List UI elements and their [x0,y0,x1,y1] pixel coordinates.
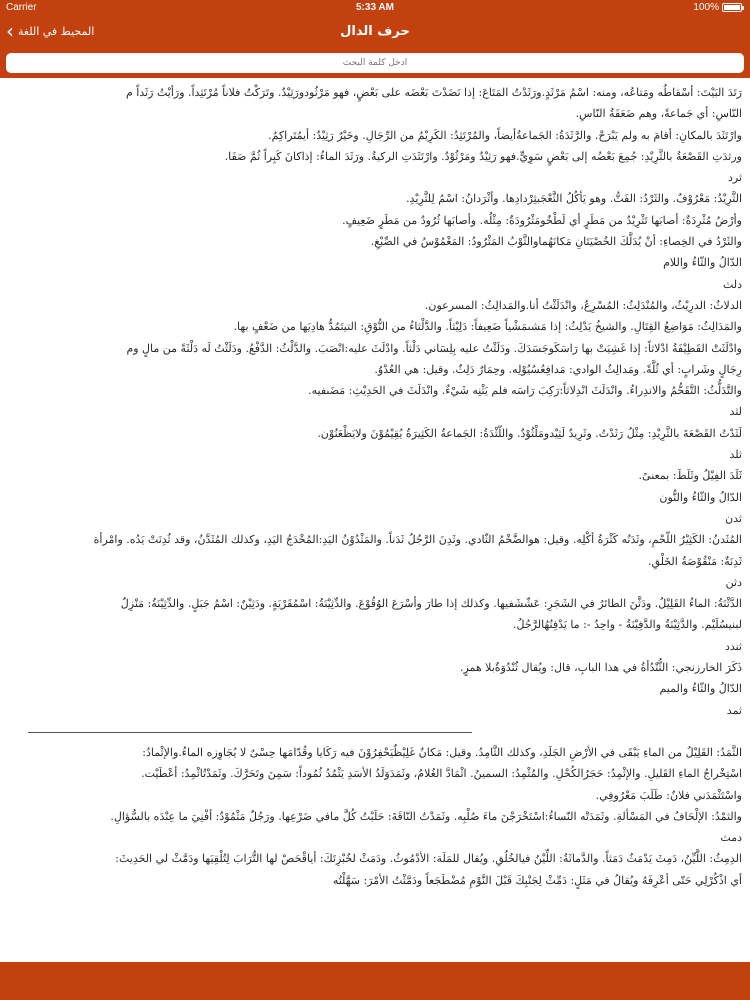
root-heading: دلث [722,277,742,291]
entry-line: ثَدِنَةٌ: مَنْقُوْصَةُ الخَلْقِ. [647,554,742,568]
entry-line: وادْلَثَتْ القَطِيْفَةُ ادْلاثاً: إذا غَشِيَتْ بها رَاسَكَوجَسَدَكَ. ودَلَثْتُ عليه بِلِسَاني دَلْثاً. وادْلَثَ عليه:انْصَبَ. والدَّلْثُ: الدَّفْعُ. ودَلَثْتُ لَه دَلْثَةً من مالٍ وم [126,341,742,355]
back-button-label: المحيط في اللغة [18,24,95,38]
entry-line: والتَّدَلُّثُ: التَّقَحُّمُ والاندِراءُ. وانْدَلَثَ انْدِلاثاً:رَكِبَ رَاسَه فلم يَثْنِه شَيْءٌ. وانْدَلَثَ في الحَدِيْثِ: مَضَىفيه. [308,384,742,398]
root-heading: لثد [729,405,742,419]
entry-line: لَثَدْتُ القَصْعَةَ بالثَّرِيْدِ: مِثْلُ رَثَدْتُ. وثَرِيدٌ لَثِيْدومَلْثُوْدٌ. واللّثْدَةُ: الجَماعةُ الكَثِيرَةُ يُقِيْمُوْنَ ولايَظْعَنُوْن. [317,426,742,440]
navigation-bar [0,16,750,50]
search-bar [0,50,750,78]
root-heading: ثلد [729,448,742,462]
entry-line: الثَّمَدُ: القَلِيْلُ من الماءِ يَبْقَى في الأرْضِ الجَلَدِ، وكذلك الثَّامِدُ. وقيل: مَكانٌ غَلِيْظٌيَحْفِرُوْنَ فيه رَكَايا وقُدّامَها حِسْىٌ لا يُجَاوِزه الماءُ.والإثْمادُ: [142,745,742,759]
entry-line: الدَّثْنَةُ: الماءُ القَلِيْلُ. ودَثَّنَ الطائرُ في الشَجَرِ: عَشّشَفيها. وكذلك إذا طارَ وأسْرَعَ الوُقُوْعَ. والدِّثِيْنَةُ: اسْمُقَرْيَةٍ. ودَثِيْنٌ: اسْمُ جَبَلٍ. والدِّثِيْنَةُ: مَنْزِلٌ [120,597,742,611]
page-title: حرف الدال [340,24,410,39]
entry-line: والمَدَالِثُ: مَوَاضِعُ القِتَالِ. والشيخُ يَدْلِثُ: إذا مَشىمَشْياً ضَعِيفاً: دَلِيْثاً. والدَّلْثاءُ من النُّوْقِ: التيتَمُدُّ هادِيَها من ضَعْفٍ بها. [233,320,742,334]
root-heading: دثن [725,575,742,589]
section-heading: الدّالُ والثّاءُ والنُّون [659,490,742,504]
chevron-left-icon: ‹ [6,19,14,43]
entry-line: وارْتَثَدَ بالمكانِ: أقامَ به ولم يَبْرَحْ. والرَّثَدَةُ: الجَماعةُأيضاً، والمُرْتَثِدُ: الكَرِيْمُ من الرِّجَالِ. وخَيْرٌ رَثِيْدٌ: أيمُتَراكِمٌ. [268,128,742,142]
search-input[interactable] [6,53,744,73]
section-heading: الدّالُ والثّاءُ واللام [663,256,742,270]
battery-icon [722,3,742,12]
root-heading: ثدن [725,511,742,525]
section-heading: الدّالُ والثّاءُ والميم [659,682,742,696]
entry-line: المُثَدنُ: الكَثِيْرُ اللّحْمِ، وثَدَنُه كَثْرَةُ أكْلِه. وقيل: هوالضَّخْمُ الثّادي. وثَدِنَ الرَّجُلُ ثَدَناً. والمَثْدُوْنُ اليَدِ:المُخْدَجُ اليَدِ، وكذلك المُثَدَّنُ، وقد ثُدِنَتْ يَدُه. وامْرأة [93,533,742,547]
entry-line: الدِمِثُ: اللَّيِّنُ، دَمِثَ يَدْمَثُ دَمَثاً. والدَّماثَةُ: اللِّيْنُ فيالخُلُقِ. ويُقال للمَلَة: الأدْمُوثُ. ودَمَثْ لخُبْزِتَكَ: أياقْحَصْ لها التُّرَابَ لِتُلْقِيَها ودَمَّثْ لي الحَدِيثَ: [115,852,742,866]
entry-line: والثَرْدُ في الخِصاءِ: أنْ يُدَلَّكَ الخُصْيَتَانِ مَكانَهُماوالثَّوْبُ المَثْرُودُ: المَغْمُوْسُ في الصِّبْغِ. [370,235,742,249]
carrier-label: Carrier [6,2,37,13]
entry-line: رِجَالٍ وشَرابٍ: أي ثُلَّةً. ومَدالِثُ الوادي: مَدافِعُسُيُوْلِه. وحِمَارٌ دَلِثٌ. وقيل: هي العُدْوُ. [374,362,742,376]
root-heading: دمث [720,831,742,845]
entry-line: لبنيسُلَيْم. والدَّثِيْنَةُ والدَّفِيْنَةُ - واحِدٌ -: ما يَدْفِنُهُالرَّجُلُ. [513,618,742,632]
root-heading: ثندد [724,639,742,653]
entry-line: الدلاثُ: الدرِيْثُ، والمُنْدَلِثُ: المُسْرِعُ، وانْدَلَثْتُ أنا.والمَدالِثُ: المسرعون. [424,298,742,312]
entry-line: والثمْدُ: الإلْحَافُ في المَسْألةِ. وثَمَدَتْه النّساءُ:اسْتَخْرَجْنَ ماءَ صُلْبِه. وثَمَدْتُ النّاقَةَ: حَلَبْتُ كُلَّ مافي ضَرْعِها. ورَجُلٌ مَثْمُوْدٌ: أفْنِيَ ما عِنْدَه بالسُّؤالِ. [110,809,742,823]
root-heading: ثمد [726,703,742,717]
entry-line: اسْتِخْراجُ الماءِ القَليلِ. والإثْمِدُ: حَجَرُالكُحْلِ. والمُثْمِدُ: السمينُ. اثْمَادَّ الغُلامُ، وثَمَدَوَلَدُ الأسَدِ يَثْمُدُ ثُمُوداً: سَمِنَ وتَحَرَّكَ. وثَمَدْتُاثْمِدُ: أعْطَيْت. [141,767,742,781]
entry-line: الثَّرِيْدُ: مَعْرُوْفٌ. والثَرْدُ: الفَتُّ. وهو يَأكُلُ الثَّعْجَبثِرْدادِها. وأثْرَدانُ: اسْمُ لِلثَّرِيْدِ. [406,192,742,206]
entry-line: ثَلَدَ الفِيْلُ وثَلَطَ: بمعنىً. [638,469,742,483]
entry-line: النّاسِ: أي جَماعةً، وهم ضَعَفَةُ النّاسِ. [575,107,742,121]
divider [28,732,472,733]
entry-line: ورثدَتِ القَصْعَةُ بالثَّرِيْدِ: جُمِعَ بَعْضُه إلى بَعْضٍ سَوِيٍّ.فهو رَثِيْدٌ ومَرْثُوْدٌ. وارْتَثَدَتِ الركيةُ. ورَثَدَ الماءُ: إذاكانَ كَبِراً ثُمَّ صَفَا. [224,149,742,163]
status-time: 5:33 AM [356,2,394,13]
dictionary-content[interactable] [8,82,742,962]
status-bar [0,0,750,16]
entry-line: رَتَدَ البَيْتَ: أسْقاطُه ومَتاعُه، ومنه: اسْمُ مَرْثَدٍ.ورَثَدْتُ المَتَاعَ: إذا نَضَدْتَ بَعْضَه على بَعْضٍ، فهو مَرْثُودورَثِيْدٌ. وتَرَكْتُ فلاناً مُرْتَثِداً. ورَأيْتُ رَثَداً م [125,86,742,99]
entry-line: أي اذْكُرْلِي حَتّى أعْرِفَهُ ويُقالُ في مَثَلٍ: دَمِّثْ لِجَنْبِكَ قَبْلَ النَّوْمِ مُضْطَجَعاً ودَمَّثْتُ الأمْرَ: سَهَّلْتُه [332,873,742,887]
battery-percent: 100% [693,2,719,13]
battery-indicator [693,2,742,13]
root-heading: ثرد [727,171,742,185]
bottom-toolbar [0,962,750,1000]
entry-line: ذَكَرَ الخارزنجي: الثُّنْدُأةُ في هذا البابِ، قال: ويُقال ثُنْدُوَةٌبلا همزٍ. [459,661,742,675]
entry-line: وأرْضُ مُثْرِدَةٌ: أصابَها تَثْرِيْدٌ من مَطَرٍ أي لَطْخٌومَثْرُودَةٌ: مِثْلُه. وأصابَها ثُرُودٌ من مَطَرٍ ضَعِيفٍ. [342,213,742,227]
entry-line: واسْتَثْمَدَني فلانٌ: طَلَبَ مَعْرُوفِي. [595,788,742,802]
